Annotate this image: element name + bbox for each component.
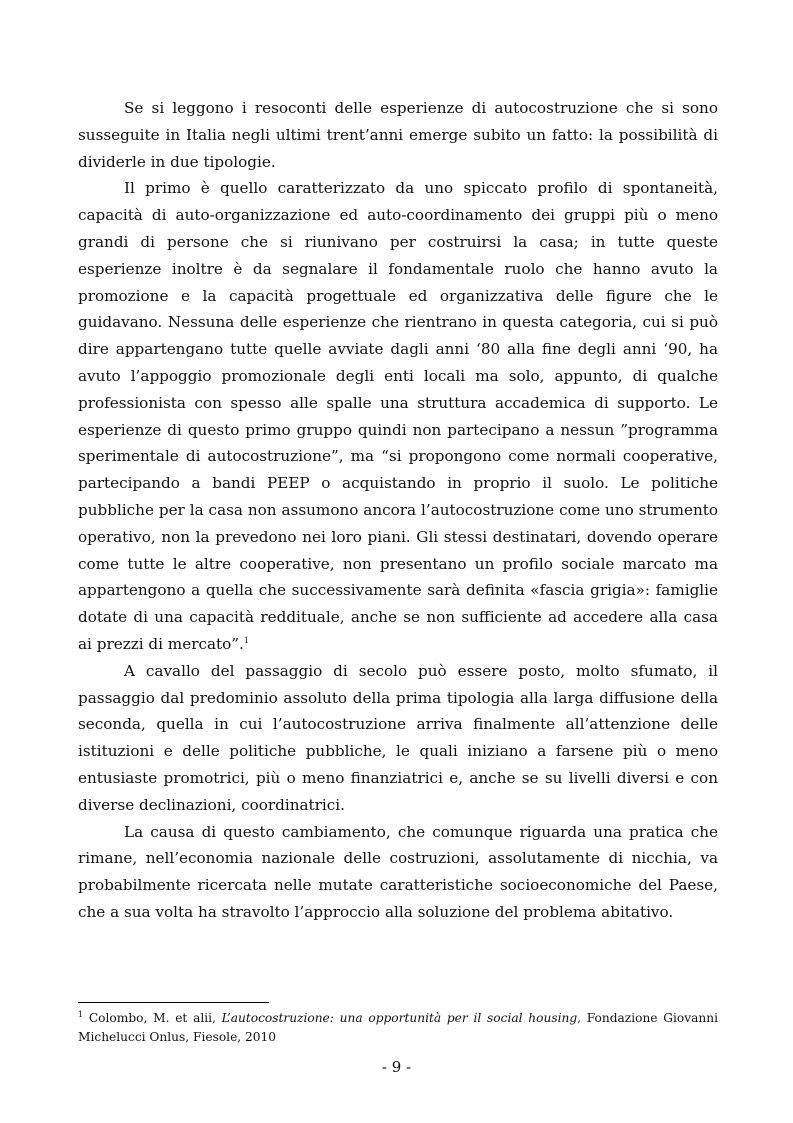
paragraph-1: Se si leggono i resoconti delle esperienze di autocostruzione che si sono susseguite in Italia negli ultimi trent’anni emerge subito un fatto: la possibilità di dividerle in due tipologie. xyxy=(78,99,718,171)
footnote-reference[interactable]: 1 xyxy=(243,635,249,645)
paragraph-2 xyxy=(78,175,718,657)
document-body xyxy=(78,95,718,926)
paragraph-2-text: Il primo è quello caratterizzato da uno spiccato profilo di spontaneità, capacità di auto-organizzazione ed auto-coordinamento dei gruppi più o meno grandi di persone che si riunivano per costruirsi la casa; in tutte queste esperienze inoltre è da segnalare il fondamentale ruolo che hanno avuto la promozione e la capacità progettuale ed organizzativa delle figure che le guidavano. Nessuna delle esperienze che rientrano in questa categoria, cui si può dire appartengano tutte quelle avviate dagli anni ‘80 alla fine degli anni ‘90, ha avuto l’appoggio promozionale degli enti locali ma solo, appunto, di qualche professionista con spesso alle spalle una struttura accademica di supporto. Le esperienze di questo primo gruppo quindi non partecipano a nessun ”programma sperimentale di autocostruzione”, ma “si propongono come normali cooperative, partecipando a bandi PEEP o acquistando in proprio il suolo. Le politiche pubbliche per la casa non assumono ancora l’autocostruzione come uno strumento operativo, non la prevedono nei loro piani. Gli stessi destinatari, dovendo operare come tutte le altre cooperative, non presentano un profilo sociale marcato ma appartengono a quella che successivamente sarà definita «fascia grigia»: famiglie dotate di una capacità reddituale, anche se non sufficiente ad accedere alla casa ai prezzi di mercato”. xyxy=(78,179,718,653)
footnote-title: L’autocostruzione: una opportunità per il social housing xyxy=(221,1011,578,1025)
footnote-number: 1 xyxy=(78,1009,84,1019)
footnote-publisher: , Fondazione Giovanni Michelucci Onlus, Fiesole, 2010 xyxy=(78,1011,718,1044)
footnote-author: Colombo, M. et alii, xyxy=(88,1011,216,1025)
page-number: - 9 - xyxy=(381,1058,412,1076)
footnote xyxy=(78,1009,718,1046)
paragraph-3: A cavallo del passaggio di secolo può essere posto, molto sfumato, il passaggio dal predominio assoluto della prima tipologia alla larga diffusione della seconda, quella in cui l’autocostruzione arriva finalmente all’attenzione delle istituzioni e delle politiche pubbliche, le quali iniziano a farsene più o meno entusiaste promotrici, più o meno finanziatrici e, anche se su livelli diversi e con diverse declinazioni, coordinatrici. xyxy=(78,661,718,814)
paragraph-4: La causa di questo cambiamento, che comunque riguarda una pratica che rimane, nell’economia nazionale delle costruzioni, assolutamente di nicchia, va probabilmente ricercata nelle mutate caratteristiche socioeconomiche del Paese, che a sua volta ha stravolto l’approccio alla soluzione del problema abitativo. xyxy=(78,822,718,921)
footnote-separator xyxy=(78,1002,269,1003)
